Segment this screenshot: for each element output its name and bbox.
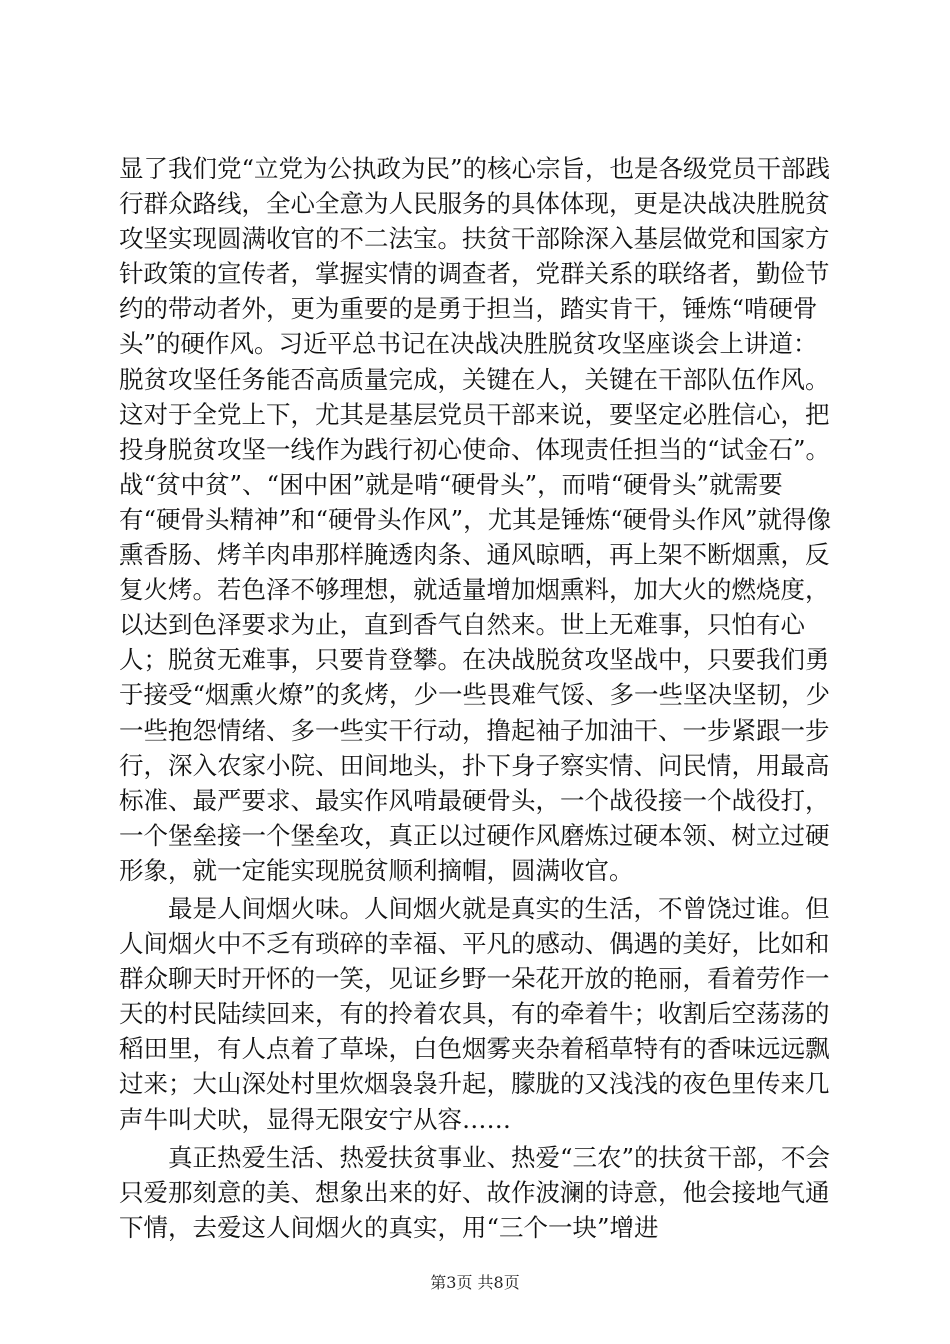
paragraph-2: 最是人间烟火味。人间烟火就是真实的生活，不曾饶过谁。但人间烟火中不乏有琐碎的幸福、平凡的感动、偶遇的美好，比如和群众聊天时开怀的一笑，见证乡野一朵花开放的艳丽，看着劳作一天的村民陆续回来，有的拎着农具，有的牵着牛；收割后空荡荡的稻田里，有人点着了草垛，白色烟雾夹杂着稻草特有的香味远远飘过来；大山深处村里炊烟袅袅升起，朦胧的又浅浅的夜色里传来几声牛叫犬吠，显得无限安宁从容…… xyxy=(119,893,830,1134)
paragraph-3: 真正热爱生活、热爱扶贫事业、热爱“三农”的扶贫干部，不会只爱那刻意的美、想象出来的好、故作波澜的诗意，他会接地气通下情，去爱这人间烟火的真实，用“三个一块”增进 xyxy=(119,1142,831,1242)
document-body xyxy=(119,151,839,1245)
paragraph-1: 显了我们党“立党为公执政为民”的核心宗旨，也是各级党员干部践行群众路线，全心全意为人民服务的具体体现，更是决战决胜脱贫攻坚实现圆满收官的不二法宝。扶贫干部除深入基层做党和国家方针政策的宣传者，掌握实情的调查者，党群关系的联络者，勤俭节约的带动者外，更为重要的是勇于担当，踏实肯干，锤炼“啃硬骨头”的硬作风。习近平总书记在决战决胜脱贫攻坚座谈会上讲道：脱贫攻坚任务能否高质量完成，关键在人，关键在干部队伍作风。这对于全党上下，尤其是基层党员干部来说，要坚定必胜信心，把投身脱贫攻坚一线作为践行初心使命、体现责任担当的“试金石”。战“贫中贫”、“困中困”就是啃“硬骨头”，而啃“硬骨头”就需要有“硬骨头精神”和“硬骨头作风”，尤其是锤炼“硬骨头作风”就得像熏香肠、烤羊肉串那样腌透肉条、通风晾晒，再上架不断烟熏，反复火烤。若色泽不够理想，就适量增加烟熏料，加大火的燃烧度，以达到色泽要求为止，直到香气自然来。世上无难事，只怕有心人；脱贫无难事，只要肯登攀。在决战脱贫攻坚战中，只要我们勇于接受“烟熏火燎”的炙烤，少一些畏难气馁、多一些坚决坚韧，少一些抱怨情绪、多一些实干行动，撸起袖子加油干、一步紧跟一步行，深入农家小院、田间地头，扑下身子察实情、问民情，用最高标准、最严要求、最实作风啃最硬骨头，一个战役接一个战役打，一个堡垒接一个堡垒攻，真正以过硬作风磨炼过硬本领、树立过硬形象，就一定能实现脱贫顺利摘帽，圆满收官。 xyxy=(119,154,832,885)
page-footer: 第3页 共8页 xyxy=(430,1273,520,1292)
